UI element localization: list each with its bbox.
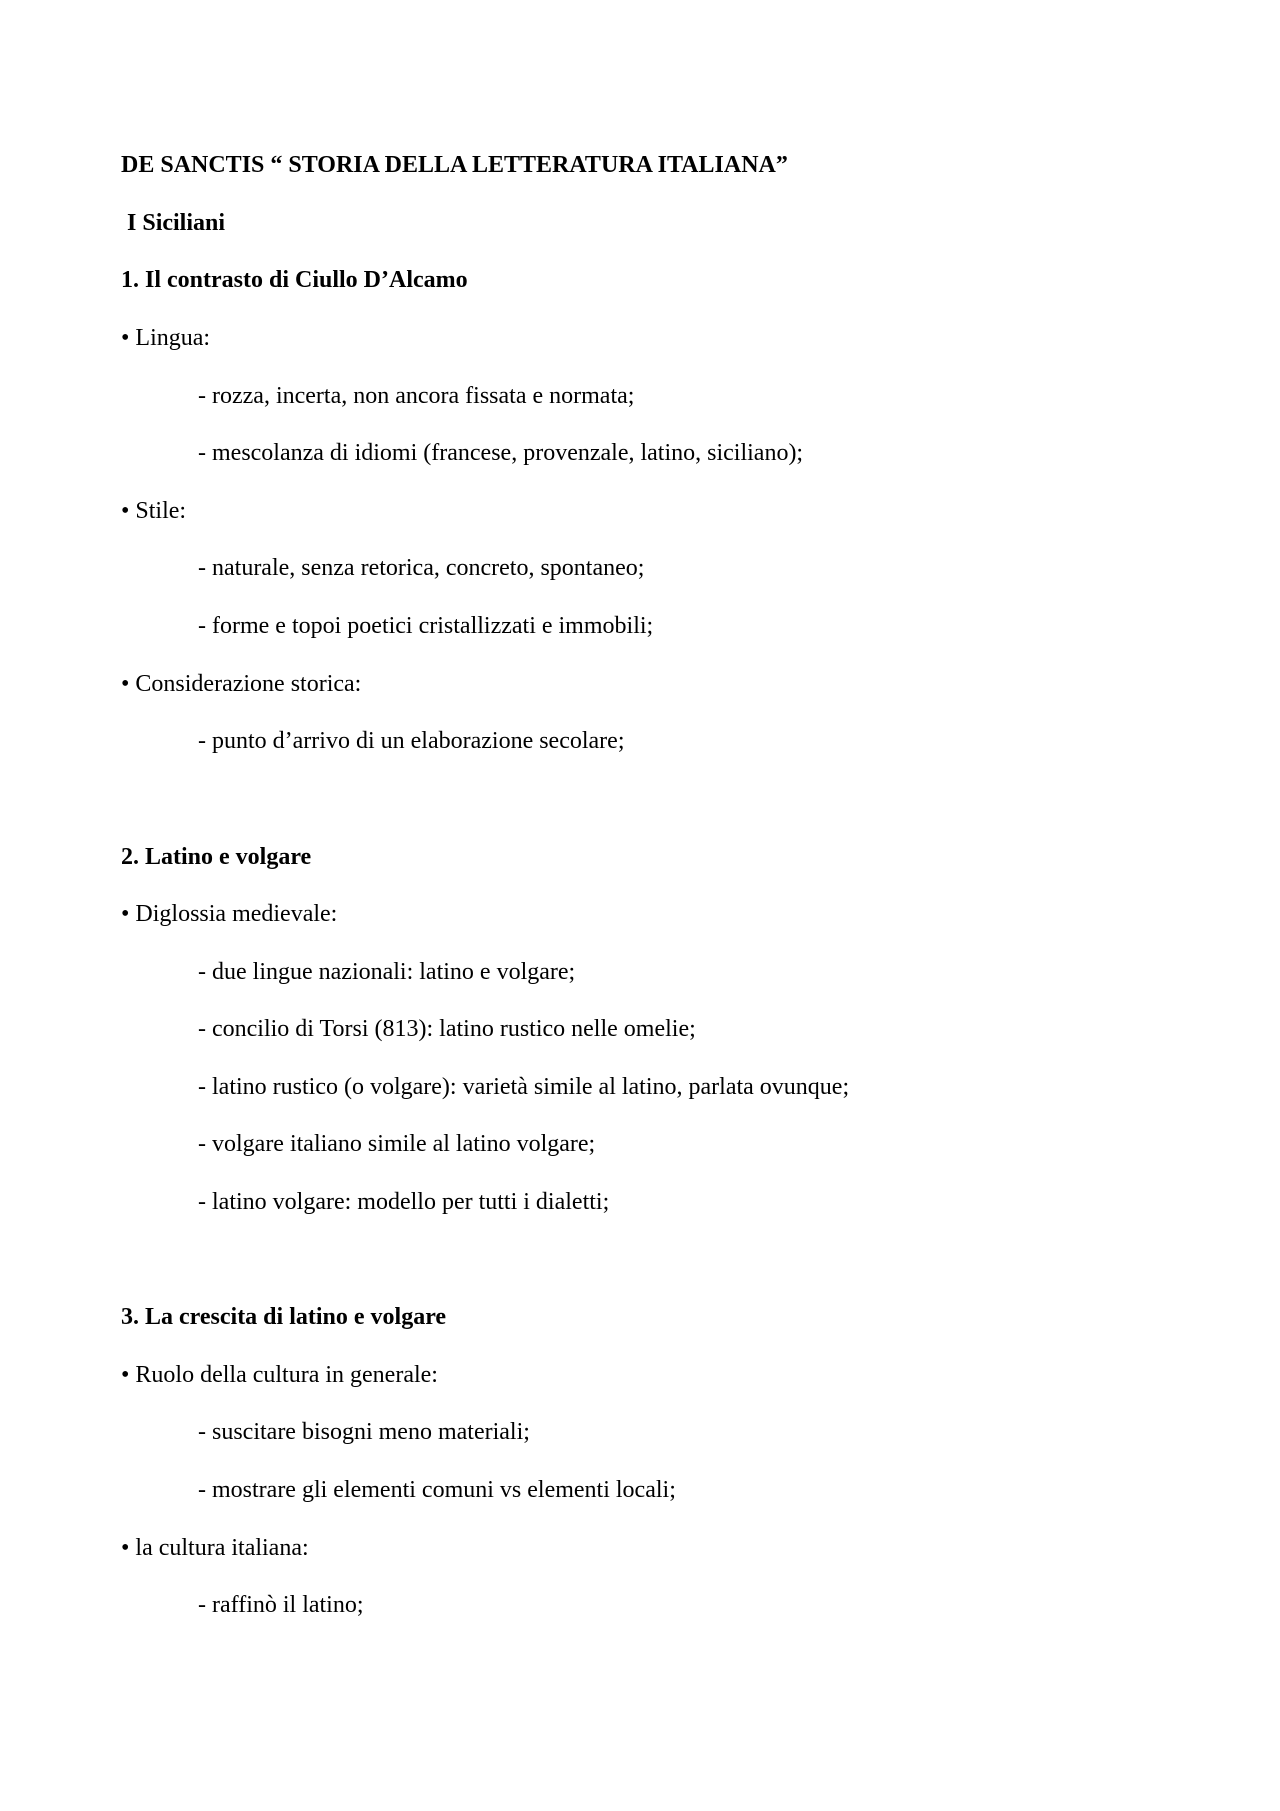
- bullet-ruolo-della-cultura: • Ruolo della cultura in generale:: [121, 1362, 438, 1388]
- bullet-stile: • Stile:: [121, 498, 187, 524]
- document-title: DE SANCTIS “ STORIA DELLA LETTERATURA ITALIANA”: [121, 152, 788, 178]
- list-item: - volgare italiano simile al latino volgare;: [198, 1131, 596, 1157]
- list-item: - raffinò il latino;: [198, 1592, 364, 1618]
- list-item: - mescolanza di idiomi (francese, provenzale, latino, siciliano);: [198, 440, 804, 466]
- list-item: - punto d’arrivo di un elaborazione secolare;: [198, 728, 625, 754]
- bullet-lingua: • Lingua:: [121, 325, 211, 351]
- section-heading-2: 2. Latino e volgare: [121, 844, 312, 870]
- list-item: - latino rustico (o volgare): varietà simile al latino, parlata ovunque;: [198, 1074, 850, 1100]
- list-item: - suscitare bisogni meno materiali;: [198, 1419, 530, 1445]
- list-item: - forme e topoi poetici cristallizzati e immobili;: [198, 613, 654, 639]
- bullet-considerazione-storica: • Considerazione storica:: [121, 671, 362, 697]
- list-item: - naturale, senza retorica, concreto, spontaneo;: [198, 555, 645, 581]
- section-heading-1: 1. Il contrasto di Ciullo D’Alcamo: [121, 267, 468, 293]
- section-heading-3: 3. La crescita di latino e volgare: [121, 1304, 447, 1330]
- list-item: - rozza, incerta, non ancora fissata e normata;: [198, 383, 635, 409]
- list-item: - mostrare gli elementi comuni vs elementi locali;: [198, 1477, 676, 1503]
- list-item: - due lingue nazionali: latino e volgare;: [198, 959, 576, 985]
- chapter-heading: I Siciliani: [127, 210, 226, 236]
- list-item: - latino volgare: modello per tutti i dialetti;: [198, 1189, 610, 1215]
- bullet-diglossia-medievale: • Diglossia medievale:: [121, 901, 338, 927]
- list-item: - concilio di Torsi (813): latino rustico nelle omelie;: [198, 1016, 696, 1042]
- bullet-cultura-italiana: • la cultura italiana:: [121, 1535, 309, 1561]
